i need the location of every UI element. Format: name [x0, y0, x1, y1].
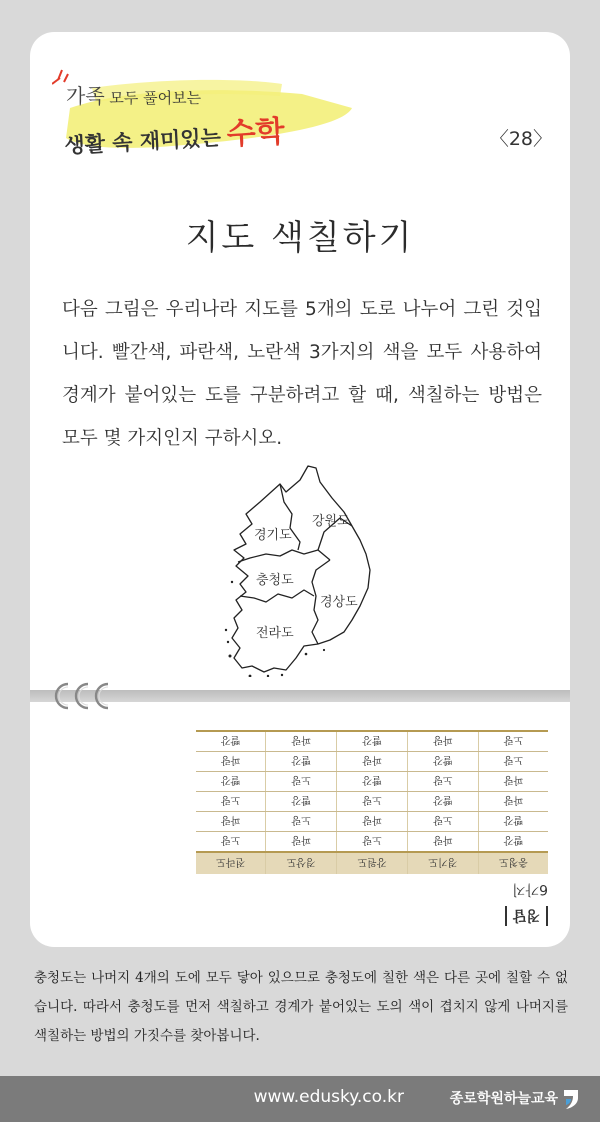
table-cell: 빨강 [407, 752, 478, 772]
table-cell: 빨강 [337, 731, 408, 752]
table-row [196, 812, 548, 832]
korea-map [220, 462, 390, 677]
table-cell: 파랑 [266, 832, 337, 853]
table-cell: 노랑 [407, 772, 478, 792]
page-title: 지도 색칠하기 [185, 218, 415, 258]
map-label-chungcheong: 충청도 [256, 573, 294, 588]
website-link[interactable]: www.edusky.co.kr [253, 1087, 404, 1107]
table-cell: 노랑 [337, 792, 408, 812]
table-cell: 노랑 [266, 772, 337, 792]
binder-rings-icon [52, 680, 122, 712]
table-row [196, 792, 548, 812]
answer-col-header: 경상도 [266, 852, 337, 874]
table-cell: 빨강 [266, 752, 337, 772]
table-cell: 노랑 [478, 731, 548, 752]
answer-col-header: 전라도 [196, 852, 266, 874]
issue-number: 〈28〉 [489, 128, 552, 150]
series-banner [52, 68, 372, 158]
answer-col-header: 강원도 [337, 852, 408, 874]
footer-bar [0, 1076, 600, 1122]
table-cell: 파랑 [266, 731, 337, 752]
table-cell: 빨강 [337, 772, 408, 792]
table-cell: 파랑 [196, 812, 266, 832]
table-row [196, 731, 548, 752]
table-cell: 빨강 [196, 772, 266, 792]
korea-map-outline [220, 462, 390, 677]
table-cell: 파랑 [337, 812, 408, 832]
answer-header [196, 906, 548, 926]
table-cell: 노랑 [337, 832, 408, 853]
table-cell: 파랑 [478, 792, 548, 812]
table-cell: 파랑 [478, 772, 548, 792]
banner-tagline: 생활 속 재미있는 [63, 125, 222, 158]
table-cell: 노랑 [407, 812, 478, 832]
answer-col-header: 충청도 [478, 852, 548, 874]
map-label-jeolla: 전라도 [256, 626, 294, 641]
table-cell: 빨강 [478, 832, 548, 853]
answer-label: 정답 [505, 906, 548, 926]
banner-subtitle: 모두 풀어보는 [104, 89, 202, 107]
answer-value: 6가지 [512, 881, 548, 897]
table-cell: 빨강 [407, 792, 478, 812]
banner-math-word: 수학 [225, 114, 286, 153]
table-cell: 빨강 [266, 792, 337, 812]
table-cell: 파랑 [196, 752, 266, 772]
table-cell: 노랑 [196, 832, 266, 853]
table-cell: 노랑 [196, 792, 266, 812]
answer-col-header: 경기도 [407, 852, 478, 874]
table-row [196, 832, 548, 853]
table-cell: 빨강 [478, 812, 548, 832]
table-cell: 노랑 [478, 752, 548, 772]
answer-table-header-row [196, 852, 548, 874]
table-cell: 빨강 [196, 731, 266, 752]
table-cell: 파랑 [407, 832, 478, 853]
map-label-gyeonggi: 경기도 [254, 528, 292, 543]
problem-text: 다음 그림은 우리나라 지도를 5개의 도로 나누어 그린 것입니다. 빨간색, 파란색, 노란색 3가지의 색을 모두 사용하여 경계가 붙어있는 도를 구분하려고 할 때, 색칠하는 방법은 모두 몇 가지인지 구하시오. [62, 299, 542, 449]
map-label-gyeongsang: 경상도 [320, 595, 358, 610]
map-label-gangwon: 강원도 [312, 514, 350, 529]
table-cell: 파랑 [407, 731, 478, 752]
answer-table [196, 730, 548, 874]
table-cell: 노랑 [266, 812, 337, 832]
explanation-text: 충청도는 나머지 4개의 도에 모두 닿아 있으므로 충청도에 칠한 색은 다른 곳에 칠할 수 없습니다. 따라서 충청도를 먼저 색칠하고 경계가 붙어있는 도의 색이 겹치지 않게 나머지를 색칠하는 방법의 가짓수를 찾아봅니다. [34, 970, 568, 1044]
answer-section-upside-down [196, 730, 548, 926]
banner-line-1 [66, 80, 201, 109]
table-row [196, 752, 548, 772]
banner-word-family: 가족 [66, 84, 105, 108]
organization-logo-icon [562, 1088, 580, 1110]
table-cell: 파랑 [337, 752, 408, 772]
organization-name: 종로학원하늘교육 [449, 1091, 558, 1107]
table-row [196, 772, 548, 792]
